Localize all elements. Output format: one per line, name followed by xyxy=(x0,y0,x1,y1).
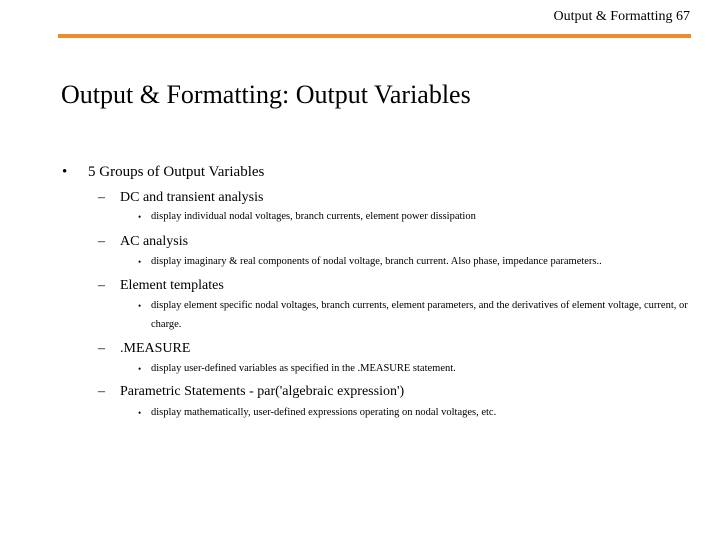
group-dash: – xyxy=(98,341,105,356)
group-dash: – xyxy=(98,278,105,293)
group-detail-ac: display imaginary & real components of nodal voltage, branch current. Also phase, impedance parameters.. xyxy=(151,256,602,267)
slide-title: Output & Formatting: Output Variables xyxy=(61,80,471,109)
group-label-dc-transient: DC and transient analysis xyxy=(120,190,264,205)
group-label-measure: .MEASURE xyxy=(120,341,191,356)
page-header: Output & Formatting 67 xyxy=(553,9,690,24)
detail-bullet: • xyxy=(138,364,142,374)
group-detail-parametric: display mathematically, user-defined expressions operating on nodal voltages, etc. xyxy=(151,407,497,418)
group-detail-dc-transient: display individual nodal voltages, branch currents, element power dissipation xyxy=(151,211,476,222)
detail-bullet: • xyxy=(138,212,142,222)
group-label-element-templates: Element templates xyxy=(120,278,224,293)
group-label-ac: AC analysis xyxy=(120,234,189,249)
main-bullet-text: 5 Groups of Output Variables xyxy=(88,164,265,180)
group-dash: – xyxy=(98,190,105,205)
group-detail-element-templates: display element specific nodal voltages, branch currents, element parameters, and the derivatives of element voltage, current, or charge. xyxy=(151,300,688,330)
group-dash: – xyxy=(98,384,105,399)
detail-bullet: • xyxy=(138,301,142,311)
group-label-parametric: Parametric Statements - par('algebraic expression') xyxy=(120,384,405,399)
main-bullet-marker: • xyxy=(62,164,68,180)
group-detail-measure: display user-defined variables as specified in the .MEASURE statement. xyxy=(151,363,456,374)
detail-bullet: • xyxy=(138,408,142,418)
group-dash: – xyxy=(98,234,105,249)
detail-bullet: • xyxy=(138,257,142,267)
